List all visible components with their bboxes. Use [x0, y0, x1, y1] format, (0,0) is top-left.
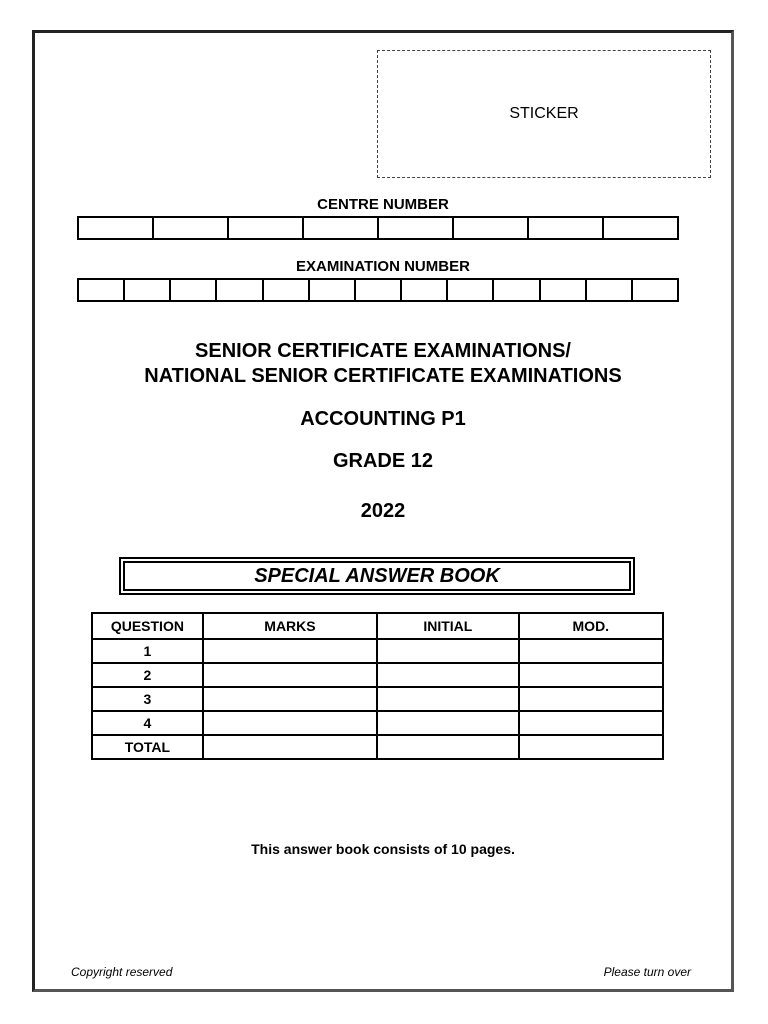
question-cell: 1 — [92, 639, 203, 663]
digit-box[interactable] — [264, 280, 310, 300]
turn-over-footer: Please turn over — [603, 965, 691, 979]
question-cell: TOTAL — [92, 735, 203, 759]
header-mod: MOD. — [519, 613, 663, 639]
examination-number-label: EXAMINATION NUMBER — [296, 258, 470, 275]
digit-box[interactable] — [454, 218, 529, 238]
subject-title: ACCOUNTING P1 — [300, 408, 466, 430]
mod-cell[interactable] — [519, 735, 663, 759]
digit-box[interactable] — [541, 280, 587, 300]
table-row — [92, 711, 663, 735]
copyright-footer: Copyright reserved — [71, 965, 173, 979]
digit-box[interactable] — [229, 218, 304, 238]
marks-table — [91, 612, 664, 760]
digit-box[interactable] — [529, 218, 604, 238]
initial-cell[interactable] — [377, 687, 518, 711]
digit-box[interactable] — [217, 280, 263, 300]
mod-cell[interactable] — [519, 663, 663, 687]
table-row — [92, 663, 663, 687]
mod-cell[interactable] — [519, 711, 663, 735]
digit-box[interactable] — [79, 280, 125, 300]
digit-box[interactable] — [448, 280, 494, 300]
centre-number-boxes[interactable] — [77, 216, 679, 240]
marks-cell[interactable] — [203, 711, 377, 735]
digit-box[interactable] — [304, 218, 379, 238]
marks-cell[interactable] — [203, 735, 377, 759]
digit-box[interactable] — [402, 280, 448, 300]
exam-title-line2: NATIONAL SENIOR CERTIFICATE EXAMINATIONS — [144, 365, 622, 387]
marks-cell[interactable] — [203, 639, 377, 663]
header-initial: INITIAL — [377, 613, 518, 639]
mod-cell[interactable] — [519, 639, 663, 663]
special-answer-book-banner — [119, 557, 635, 595]
digit-box[interactable] — [494, 280, 540, 300]
digit-box[interactable] — [171, 280, 217, 300]
exam-title-line1: SENIOR CERTIFICATE EXAMINATIONS/ — [195, 340, 571, 362]
question-cell: 2 — [92, 663, 203, 687]
examination-number-boxes[interactable] — [77, 278, 679, 302]
marks-cell[interactable] — [203, 687, 377, 711]
digit-box[interactable] — [587, 280, 633, 300]
centre-number-label: CENTRE NUMBER — [317, 196, 449, 213]
banner-text: SPECIAL ANSWER BOOK — [123, 561, 631, 591]
header-marks: MARKS — [203, 613, 377, 639]
page-count-note: This answer book consists of 10 pages. — [251, 841, 515, 857]
sticker-label: STICKER — [509, 105, 579, 122]
initial-cell[interactable] — [377, 639, 518, 663]
digit-box[interactable] — [125, 280, 171, 300]
digit-box[interactable] — [79, 218, 154, 238]
initial-cell[interactable] — [377, 663, 518, 687]
initial-cell[interactable] — [377, 711, 518, 735]
digit-box[interactable] — [379, 218, 454, 238]
digit-box[interactable] — [154, 218, 229, 238]
digit-box[interactable] — [356, 280, 402, 300]
digit-box[interactable] — [633, 280, 677, 300]
digit-box[interactable] — [604, 218, 677, 238]
table-row — [92, 639, 663, 663]
table-row — [92, 735, 663, 759]
mod-cell[interactable] — [519, 687, 663, 711]
marks-cell[interactable] — [203, 663, 377, 687]
marks-table-header-row — [92, 613, 663, 639]
question-cell: 4 — [92, 711, 203, 735]
answer-book-cover — [32, 30, 734, 992]
sticker-area — [377, 50, 711, 178]
initial-cell[interactable] — [377, 735, 518, 759]
question-cell: 3 — [92, 687, 203, 711]
table-row — [92, 687, 663, 711]
header-question: QUESTION — [92, 613, 203, 639]
grade-title: GRADE 12 — [332, 450, 434, 472]
digit-box[interactable] — [310, 280, 356, 300]
year-title: 2022 — [360, 500, 406, 522]
